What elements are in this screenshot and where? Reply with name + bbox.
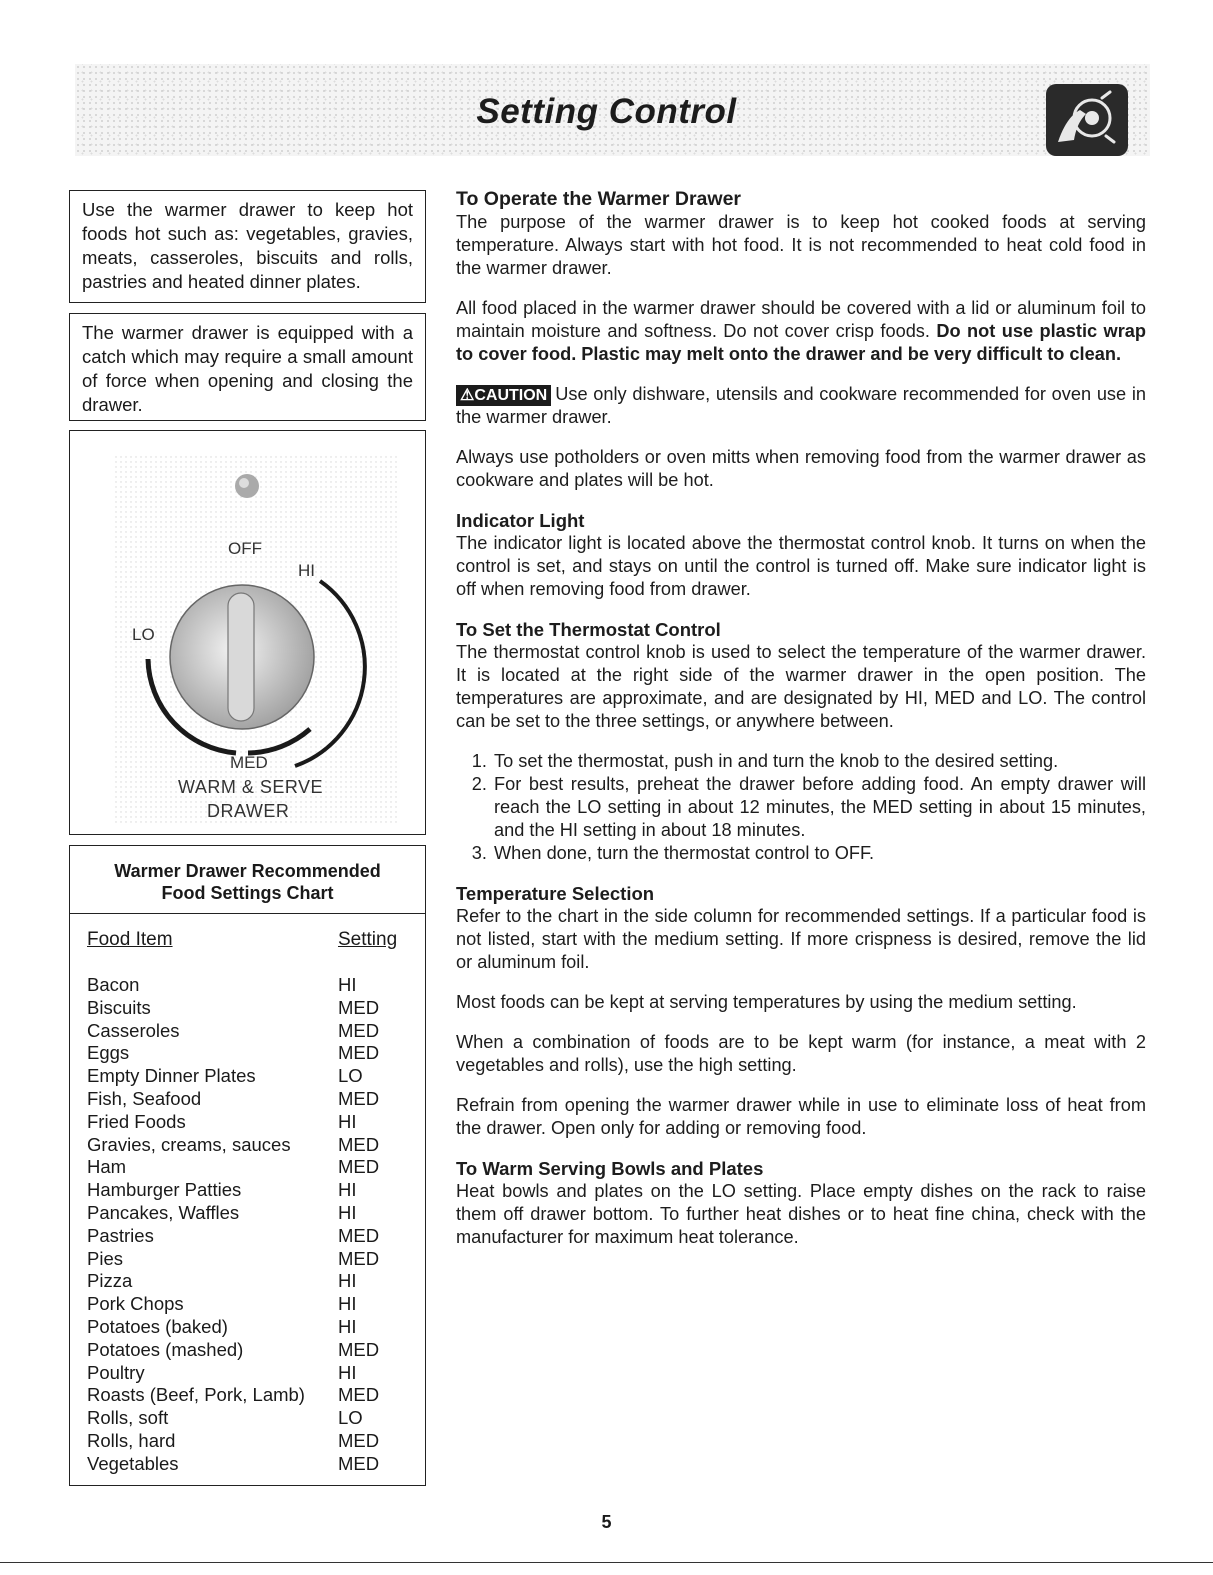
food-setting: LO (338, 1065, 363, 1087)
food-setting: HI (338, 1110, 357, 1132)
thermostat-heading: To Set the Thermostat Control (456, 619, 721, 640)
food-name: Rolls, hard (87, 1429, 176, 1451)
food-settings-chart (69, 845, 426, 1486)
food-setting: HI (338, 1293, 357, 1315)
temperature-paragraph-4: Refrain from opening the warmer drawer while in use to eliminate loss of heat from the drawer. Open only for adding or removing food. (456, 1095, 1146, 1138)
food-setting: MED (338, 1429, 380, 1451)
thermostat-knob-illustration (70, 431, 425, 834)
list-item: 2. For best results, preheat the drawer before adding food. An empty drawer will reach the LO setting in about 12 minutes, the MED setting in about 15 minutes, and the HI setting in about 18 minutes. (492, 773, 1146, 842)
food-name: Gravies, creams, sauces (87, 1133, 291, 1155)
catch-text: The warmer drawer is equipped with a catch which may require a small amount of force when opening and closing the drawer. (82, 322, 413, 415)
food-setting: MED (338, 1224, 380, 1246)
food-setting: HI (338, 1179, 357, 1201)
temperature-paragraph-2: Most foods can be kept at serving temperatures by using the medium setting. (456, 992, 1077, 1012)
operate-paragraph-2 (456, 297, 1146, 366)
chart-column-headers (70, 914, 425, 954)
food-setting: LO (338, 1407, 363, 1429)
food-name: Pies (87, 1247, 123, 1269)
knob-caption-line1: WARM & SERVE (178, 777, 324, 797)
food-setting: MED (338, 1452, 380, 1474)
operate-p2-normal: All food placed in the warmer drawer should be covered with a lid or aluminum foil to maintain moisture and softness. Do not cover crisp foods. (456, 298, 1146, 341)
operate-paragraph-1: The purpose of the warmer drawer is to keep hot cooked foods at serving temperature. Always start with hot food. It is not recommended to heat cold food in the warmer drawer. (456, 212, 1146, 278)
food-name: Pancakes, Waffles (87, 1201, 240, 1223)
food-name: Potatoes (baked) (87, 1315, 228, 1337)
food-name: Roasts (Beef, Pork, Lamb) (87, 1384, 305, 1406)
intro-box (69, 190, 426, 303)
operate-heading: To Operate the Warmer Drawer (456, 188, 741, 210)
knob-label-off: OFF (228, 539, 262, 558)
food-name: Bacon (87, 974, 140, 995)
thermostat-steps (456, 750, 1146, 865)
food-name: Biscuits (87, 996, 151, 1018)
food-name: Fried Foods (87, 1110, 186, 1132)
indicator-paragraph: The indicator light is located above the thermostat control knob. It turns on when the control is set, and stays on until the control is turned off. Make sure indicator light is off when removing food from drawer. (456, 533, 1146, 599)
indicator-heading: Indicator Light (456, 510, 585, 531)
food-setting: HI (338, 1270, 357, 1292)
intro-text: Use the warmer drawer to keep hot foods hot such as: vegetables, gravies, meats, casseroles, biscuits and rolls, pastries and heated dinner plates. (82, 199, 413, 292)
main-content (456, 188, 1146, 1266)
caution-badge (456, 385, 551, 406)
chart-title-line1: Warmer Drawer Recommended (114, 861, 381, 881)
food-setting: HI (338, 1315, 357, 1337)
bowls-paragraph: Heat bowls and plates on the LO setting. Place empty dishes on the rack to raise them off drawer bottom. To further heat dishes or to heat fine china, check with the manufacturer for maximum heat tolerance. (456, 1181, 1146, 1247)
food-name: Pizza (87, 1270, 133, 1292)
knob-label-med: MED (230, 753, 268, 772)
food-name: Potatoes (mashed) (87, 1338, 244, 1360)
food-setting: MED (338, 1019, 380, 1041)
catch-box (69, 313, 426, 421)
food-name: Poultry (87, 1361, 145, 1383)
warning-triangle-icon: ⚠ (460, 387, 475, 404)
caution-text: Use only dishware, utensils and cookware recommended for oven use in the warmer drawer. (456, 384, 1146, 427)
page-title: Setting Control (476, 92, 737, 131)
chart-title (70, 846, 425, 914)
thermostat-paragraph: The thermostat control knob is used to select the temperature of the warmer drawer. It is located at the right side of the warmer drawer in the open position. The temperatures are approximate, and are designated by HI, MED and LO. The control can be set to the three settings, or anywhere between. (456, 642, 1146, 731)
food-name: Empty Dinner Plates (87, 1065, 256, 1087)
food-setting: MED (338, 1156, 380, 1178)
temperature-heading: Temperature Selection (456, 883, 655, 904)
list-item: 1. To set the thermostat, push in and turn the knob to the desired setting. (492, 750, 1146, 773)
knob-caption-line2: DRAWER (207, 801, 290, 821)
knob-label-hi: HI (298, 561, 315, 580)
temperature-paragraph-3: When a combination of foods are to be kept warm (for instance, a meat with 2 vegetables and rolls), use the high setting. (456, 1032, 1146, 1075)
column-header-food: Food Item (87, 929, 173, 950)
food-setting: MED (338, 1247, 380, 1269)
food-setting: MED (338, 1338, 380, 1360)
knob-illustration-box (69, 430, 426, 835)
knob-label-lo: LO (132, 625, 155, 644)
food-name: Pork Chops (87, 1293, 184, 1315)
food-name: Vegetables (87, 1452, 179, 1474)
column-header-setting: Setting (338, 929, 398, 950)
food-setting: MED (338, 1133, 380, 1155)
list-item: 3. When done, turn the thermostat control to OFF. (492, 842, 1146, 865)
food-setting: HI (338, 1361, 357, 1383)
food-name: Pastries (87, 1224, 154, 1246)
food-setting: MED (338, 1384, 380, 1406)
potholders-paragraph: Always use potholders or oven mitts when removing food from the warmer drawer as cookware and plates will be hot. (456, 447, 1146, 490)
page-number: 5 (601, 1512, 612, 1532)
caution-paragraph (456, 383, 1146, 429)
bowls-heading: To Warm Serving Bowls and Plates (456, 1158, 764, 1179)
plastic-wrap-warning: Do not use plastic wrap to cover food. Plastic may melt onto the drawer and be very difficult to clean. (456, 321, 1147, 364)
food-name: Eggs (87, 1042, 130, 1064)
food-name: Hamburger Patties (87, 1179, 242, 1201)
food-setting: MED (338, 1087, 380, 1109)
food-name: Ham (87, 1156, 127, 1178)
food-setting: MED (338, 996, 380, 1018)
food-setting: MED (338, 1042, 380, 1064)
food-setting: HI (338, 974, 357, 995)
bottom-rule (0, 1562, 1213, 1563)
chart-title-line2: Food Settings Chart (161, 883, 334, 903)
hand-turning-knob-icon (1046, 84, 1128, 156)
food-setting: HI (338, 1201, 357, 1223)
food-name: Fish, Seafood (87, 1087, 202, 1109)
food-name: Casseroles (87, 1019, 180, 1041)
temperature-paragraph-1: Refer to the chart in the side column for recommended settings. If a particular food is not listed, start with the medium setting. If more crispness is desired, remove the lid or aluminum foil. (456, 906, 1146, 972)
caution-badge-label: CAUTION (474, 387, 548, 404)
food-name: Rolls, soft (87, 1407, 169, 1429)
